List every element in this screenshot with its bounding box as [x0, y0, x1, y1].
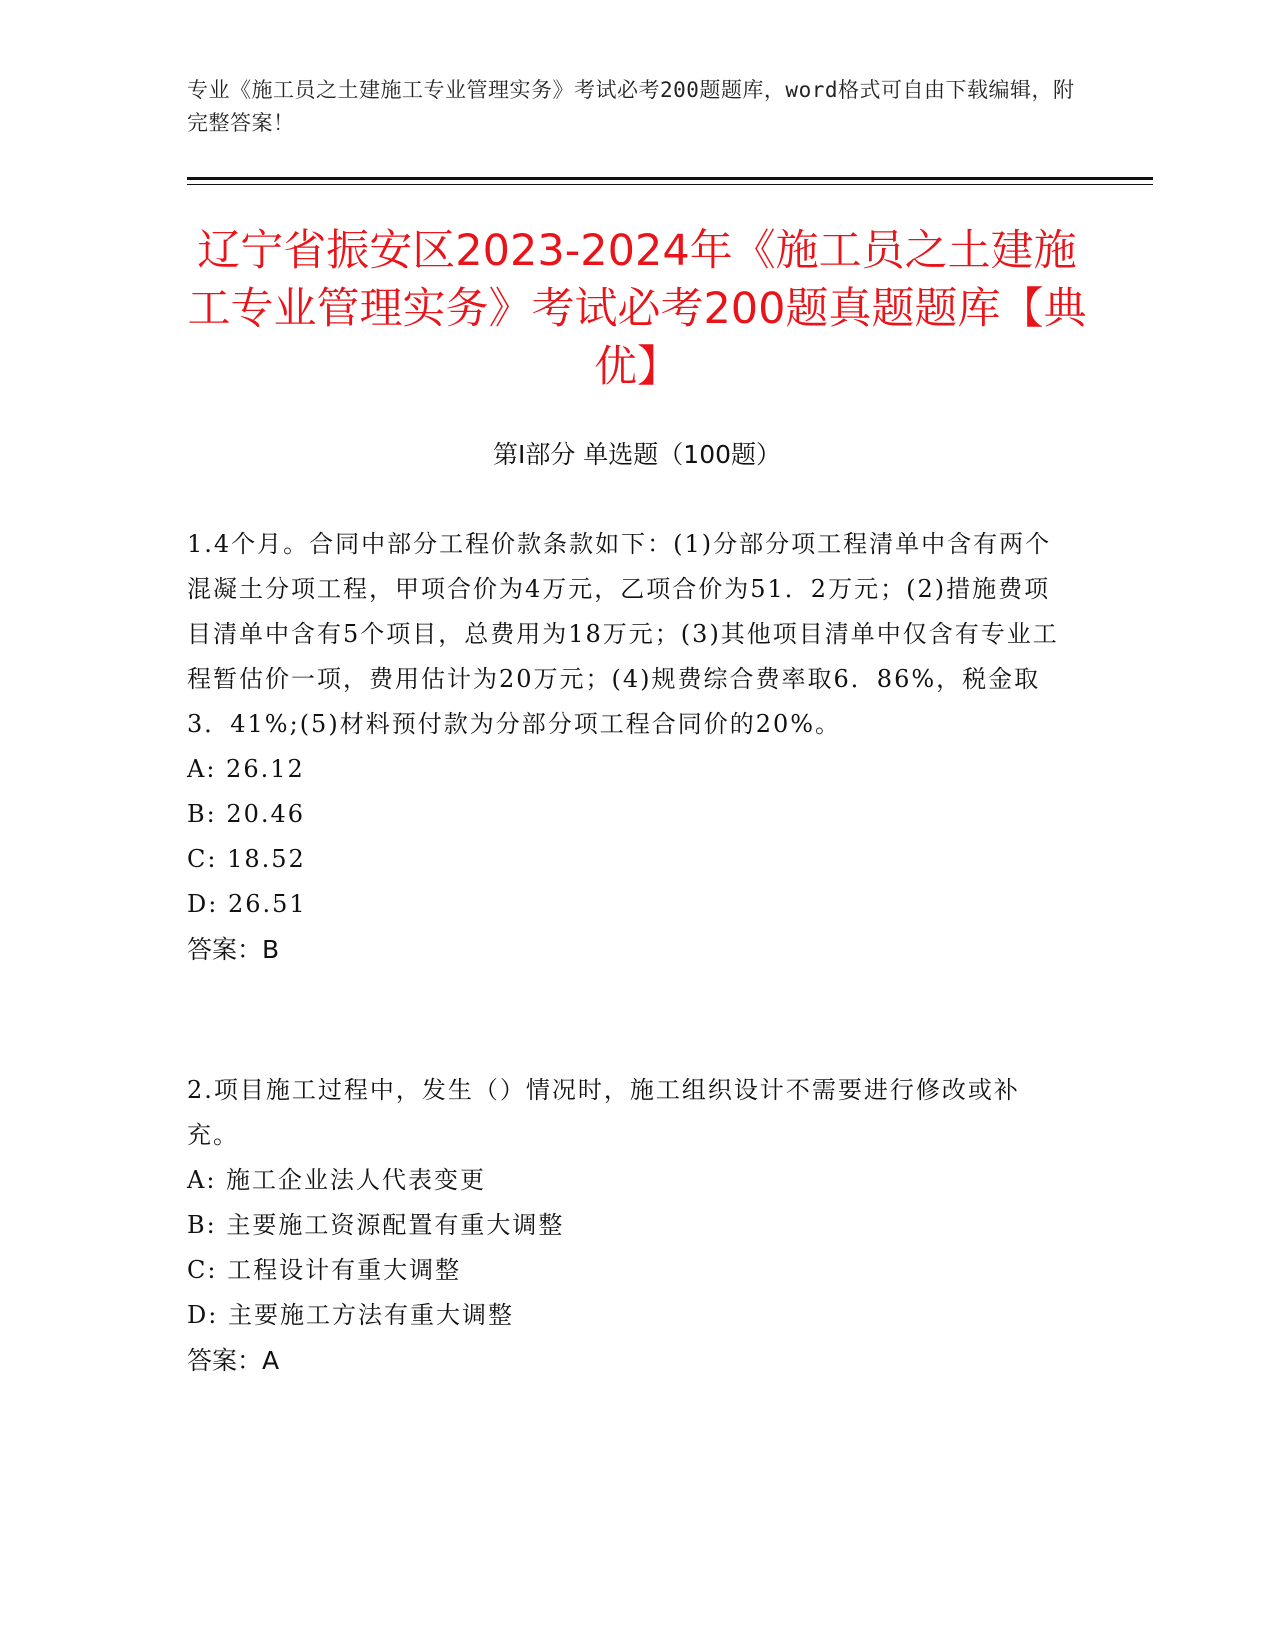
option-c: C: 工程设计有重大调整	[187, 1256, 462, 1284]
document-title: 辽宁省振安区2023-2024年《施工员之土建施工专业管理实务》考试必考200题真题题库【典优】	[187, 226, 1087, 392]
section-heading: 第I部分 单选题（100题）	[492, 440, 782, 469]
question-1	[187, 522, 1067, 972]
option-d: D: 主要施工方法有重大调整	[187, 1301, 514, 1329]
option-a: A: 26.12	[187, 755, 305, 783]
question-stem: 1.4个月。合同中部分工程价款条款如下：(1)分部分项工程清单中含有两个混凝土分项工程，甲项合价为4万元，乙项合价为51．2万元；(2)措施费项目清单中含有5个项目，总费用为18万元；(3)其他项目清单中仅含有专业工程暂估价一项，费用估计为20万元；(4)规费综合费率取6．86%，税金取3．41%;(5)材料预付款为分部分项工程合同价的20%。	[187, 530, 1059, 738]
answer-line: 答案：A	[187, 1346, 280, 1375]
question-2	[187, 1068, 1067, 1383]
option-c: C: 18.52	[187, 845, 306, 873]
option-a: A: 施工企业法人代表变更	[187, 1166, 487, 1194]
header-note: 专业《施工员之土建施工专业管理实务》考试必考200题题库，word格式可自由下载编辑，附完整答案！	[187, 78, 1075, 135]
question-stem: 2.项目施工过程中，发生（）情况时，施工组织设计不需要进行修改或补充。	[187, 1076, 1020, 1149]
option-list	[187, 747, 1067, 927]
option-list	[187, 1158, 1067, 1338]
option-b: B: 主要施工资源配置有重大调整	[187, 1211, 565, 1239]
option-d: D: 26.51	[187, 890, 307, 918]
header-divider-thin	[187, 184, 1153, 185]
header-divider-thick	[187, 177, 1153, 180]
option-b: B: 20.46	[187, 800, 306, 828]
answer-line: 答案：B	[187, 935, 280, 964]
